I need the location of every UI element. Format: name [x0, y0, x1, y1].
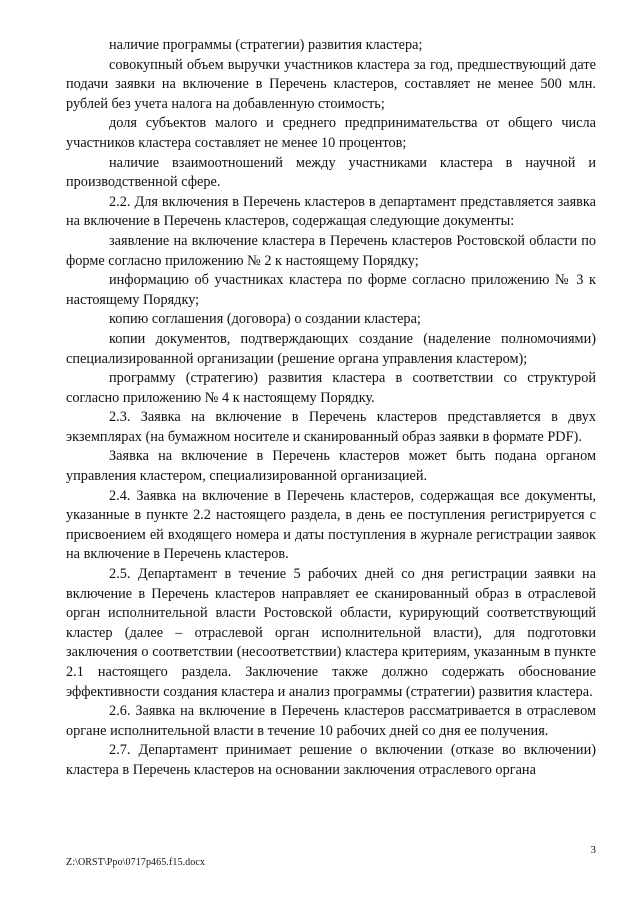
paragraph: 2.7. Департамент принимает решение о включении (отказе во включении) кластера в Перечень кластеров на основании заключения отраслевого органа [66, 742, 596, 778]
page-number: 3 [590, 844, 596, 856]
paragraph: наличие программы (стратегии) развития кластера; [109, 37, 423, 53]
paragraph: Заявка на включение в Перечень кластеров может быть подана органом управления кластером, специализированной организацией. [66, 448, 596, 485]
paragraph: совокупный объем выручки участников кластера за год, предшествующий дате подачи заявки на включение в Перечень кластеров, составляет не менее 500 млн. рублей без учета налога на добавленную стоимость; [66, 56, 596, 112]
paragraph: информацию об участниках кластера по форме согласно приложению № 3 к настоящему Порядку; [66, 272, 596, 308]
paragraph: 2.3. Заявка на включение в Перечень кластеров представляется в двух экземплярах (на бумажном носителе и сканированный образ заявки в формате PDF). [66, 409, 596, 445]
paragraph: программу (стратегию) развития кластера в соответствии со структурой согласно приложению № 4 к настоящему Порядку. [66, 370, 596, 406]
paragraph: наличие взаимоотношений между участниками кластера в научной и производственной сфере. [66, 154, 596, 191]
paragraph: копию соглашения (договора) о создании кластера; [109, 311, 421, 328]
paragraph: доля субъектов малого и среднего предпринимательства от общего числа участников кластера составляет не менее 10 процентов; [66, 115, 596, 151]
document-body [66, 36, 596, 781]
paragraph: заявление на включение кластера в Перечень кластеров Ростовской области по форме согласно приложению № 2 к настоящему Порядку; [66, 232, 596, 269]
paragraph: копии документов, подтверждающих создание (наделение полномочиями) специализированной организации (решение органа управления кластером); [66, 330, 596, 367]
footer-file-path: Z:\ORST\Ppo\0717p465.f15.docx [66, 857, 206, 868]
paragraph: 2.2. Для включения в Перечень кластеров в департамент представляется заявка на включение в Перечень кластеров, содержащая следующие документы: [66, 193, 596, 230]
paragraph: 2.4. Заявка на включение в Перечень кластеров, содержащая все документы, указанные в пункте 2.2 настоящего раздела, в день ее поступления регистрируется с присвоением ей входящего номера и даты поступления в журнале регистрации заявок на включение в Перечень кластеров. [66, 487, 596, 563]
paragraph: 2.6. Заявка на включение в Перечень кластеров рассматривается в отраслевом органе исполнительной власти в течение 10 рабочих дней со дня ее получения. [66, 703, 596, 739]
paragraph: 2.5. Департамент в течение 5 рабочих дней со дня регистрации заявки на включение в Перечень кластеров направляет ее сканированный образ в отраслевой орган исполнительной власти Ростовской области, курирующий соответствующий кластер (далее – отраслевой орган исполнительной власти), для подготовки заключения о соответствии (несоответствии) кластера критериям, указанным в пункте 2.1 настоящего раздела. Заключение также должно содержать обоснование эффективности создания кластера и анализ программы (стратегии) развития кластера. [66, 566, 596, 700]
